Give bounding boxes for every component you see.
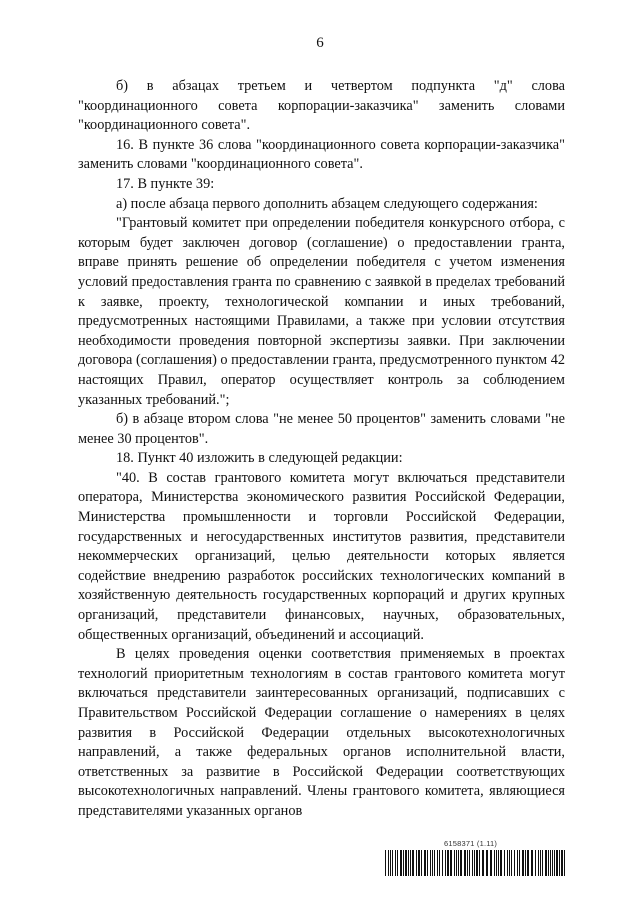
paragraph-17: 17. В пункте 39: [116, 175, 215, 192]
paragraph-18-point-40: "40. В состав грантового комитета могут включаться представители оператора, Министерства экономического развития Российской Федерации, Министерства промышленности и торговли Российской Федерации, государственных и негосударственных институтов развития, представители некоммерческих организаций, целью деятельности которых является содействие внедрению разработок российских технологических компаний в хозяйственную деятельность государственных корпораций и других крупных организаций, представители финансовых, научных, образовательных, общественных организаций, объединений и ассоциаций. [78, 469, 565, 643]
page-number: 6 [316, 35, 324, 51]
paragraph-17a: а) после абзаца первого дополнить абзацем следующего содержания: [116, 195, 538, 212]
barcode-icon [385, 850, 565, 876]
document-code: 6158371 (1.11) [444, 839, 498, 848]
paragraph-1b-amendment: б) в абзацах третьем и четвертом подпункта "д" слова "координационного совета корпорации-заказчика" заменить словами "координационного совета". [78, 78, 565, 134]
paragraph-17b: б) в абзаце втором слова "не менее 50 процентов" заменить словами "не менее 30 процентов". [78, 411, 565, 447]
paragraph-18-point-40-continued: В целях проведения оценки соответствия применяемых в проектах технологий приоритетным технологиям в состав грантового комитета могут включаться представители заинтересованных организаций, подписавших с Правительством Российской Федерации соглашение о намерениях в целях развития в Российской Федерации отдельных высокотехнологичных направлений, а также федеральных органов исполнительной власти, ответственных за развитие в Российской Федерации соответствующих высокотехнологичных направлений. Члены грантового комитета, являющиеся представителями указанных органов [78, 646, 565, 819]
paragraph-17a-quote: "Грантовый комитет при определении победителя конкурсного отбора, с которым будет заключен договор (соглашение) о предоставлении гранта, вправе принять решение об определении победителя с учетом изменения условий предоставления гранта по сравнению с заявкой в пределах требований к заявке, проекту, технологической компании и иных требований, предусмотренных настоящими Правилами, а также при условии отсутствия необходимости проведения повторной экспертизы заявки. При заключении договора (соглашения) о предоставлении гранта, предусмотренного пунктом 42 настоящих Правил, оператор осуществляет контроль за соблюдением указанных требований."; [78, 215, 565, 408]
document-body [78, 77, 565, 822]
paragraph-18: 18. Пункт 40 изложить в следующей редакции: [116, 450, 403, 467]
paragraph-16: 16. В пункте 36 слова "координационного совета корпорации-заказчика" заменить словами "координационного совета". [78, 136, 565, 173]
